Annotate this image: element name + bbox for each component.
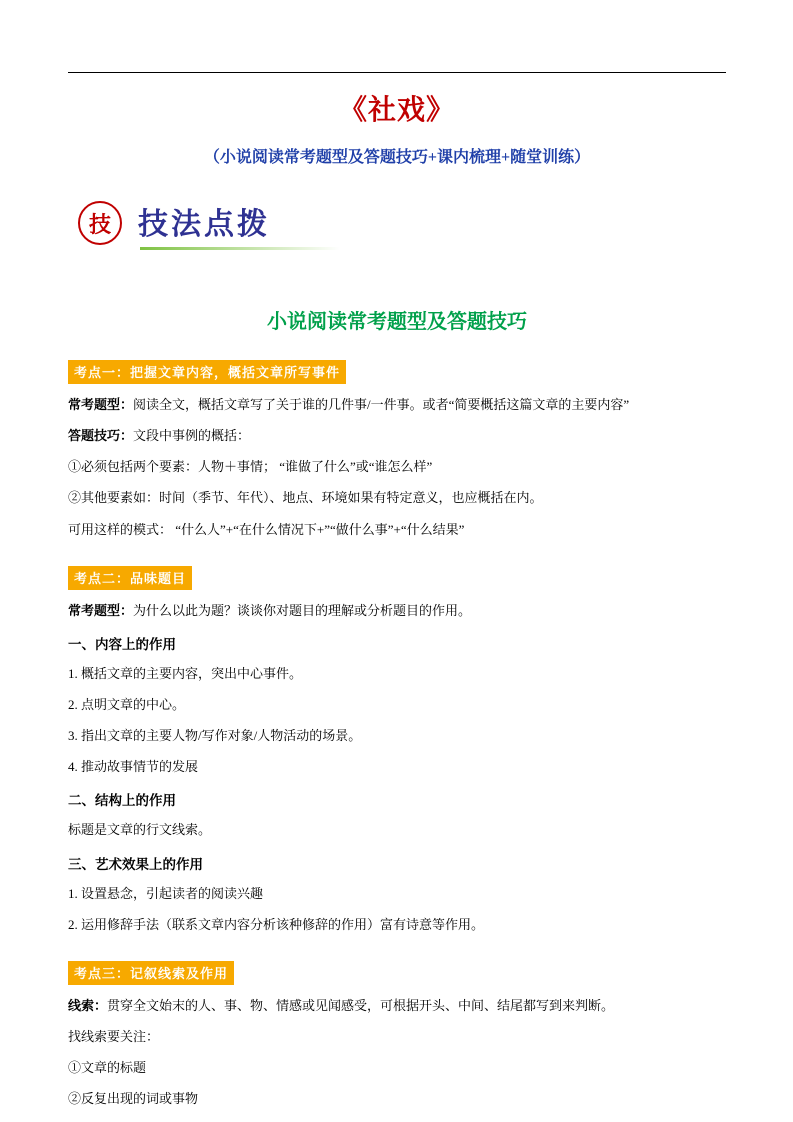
point-tag-1: 考点一：把握文章内容，概括文章所写事件 (68, 360, 346, 384)
point-2-item-2: 2. 点明文章的中心。 (68, 696, 186, 712)
point-1-line-2-lead: 答题技巧： (68, 428, 134, 444)
badge-underline (140, 247, 340, 250)
badge-row (68, 197, 726, 259)
point-block-3 (68, 935, 726, 1110)
page-subtitle: （小说阅读常考题型及答题技巧+课内梳理+随堂训练） (203, 149, 591, 166)
point-tag-3: 考点三：记叙线索及作用 (68, 961, 234, 985)
point-3-line-1 (68, 996, 726, 1016)
point-1-line-3: ①必须包括两个要素：人物＋事情； “谁做了什么”或“谁怎么样” (68, 459, 433, 475)
point-3-line-4: ②反复出现的词或事物 (68, 1091, 199, 1107)
seal-icon: 技 (78, 201, 122, 245)
badge-label: 技法点拨 (138, 208, 270, 241)
point-2-subhead-2: 二、结构上的作用 (68, 793, 176, 809)
point-1-line-2 (68, 426, 726, 446)
page-title: 《社戏》 (338, 95, 455, 126)
point-block-2 (68, 540, 726, 935)
point-2-subhead-1: 一、内容上的作用 (68, 636, 176, 652)
point-1-line-1 (68, 395, 726, 415)
point-2-item-5: 标题是文章的行文线索。 (68, 822, 212, 838)
section-heading: 小说阅读常考题型及答题技巧 (267, 311, 527, 333)
point-2-subhead-3: 三、艺术效果上的作用 (68, 856, 203, 872)
point-1-line-4: ②其他要素如：时间（季节、年代）、地点、环境如果有特定意义，也应概括在内。 (68, 490, 543, 506)
point-2-item-1: 1. 概括文章的主要内容，突出中心事件。 (68, 665, 303, 681)
point-tag-2: 考点二：品味题目 (68, 566, 192, 590)
point-3-line-3: ①文章的标题 (68, 1060, 147, 1076)
point-2-item-4: 4. 推动故事情节的发展 (68, 759, 199, 775)
point-3-line-2: 找线索要关注： (68, 1028, 160, 1044)
document-content (68, 0, 726, 1109)
point-2-item-3: 3. 指出文章的主要人物/写作对象/人物活动的场景。 (68, 728, 362, 744)
point-2-line-1-lead: 常考题型： (68, 602, 134, 618)
point-2-line-1-text: 为什么以此为题？谈谈你对题目的理解或分析题目的作用。 (133, 602, 472, 618)
point-1-line-5: 可用这样的模式： “什么人”+“在什么情况下+”“做什么事”+“什么结果” (68, 521, 465, 537)
point-2-line-1 (68, 601, 726, 621)
point-1-line-1-text: 阅读全文，概括文章写了关于谁的几件事/一件事。或者“简要概括这篇文章的主要内容” (133, 397, 630, 412)
point-2-item-6: 1. 设置悬念，引起读者的阅读兴趣 (68, 885, 264, 901)
point-2-item-7: 2. 运用修辞手法（联系文章内容分析该种修辞的作用）富有诗意等作用。 (68, 916, 485, 932)
point-3-line-1-text: 贯穿全文始末的人、事、物、情感或见闻感受，可根据开头、中间、结尾都写到来判断。 (107, 997, 615, 1013)
point-1-line-2-text: 文段中事例的概括： (133, 428, 251, 444)
point-3-line-1-lead: 线索： (68, 997, 108, 1013)
point-block-1 (68, 334, 726, 540)
point-1-line-1-lead: 常考题型： (68, 397, 134, 412)
